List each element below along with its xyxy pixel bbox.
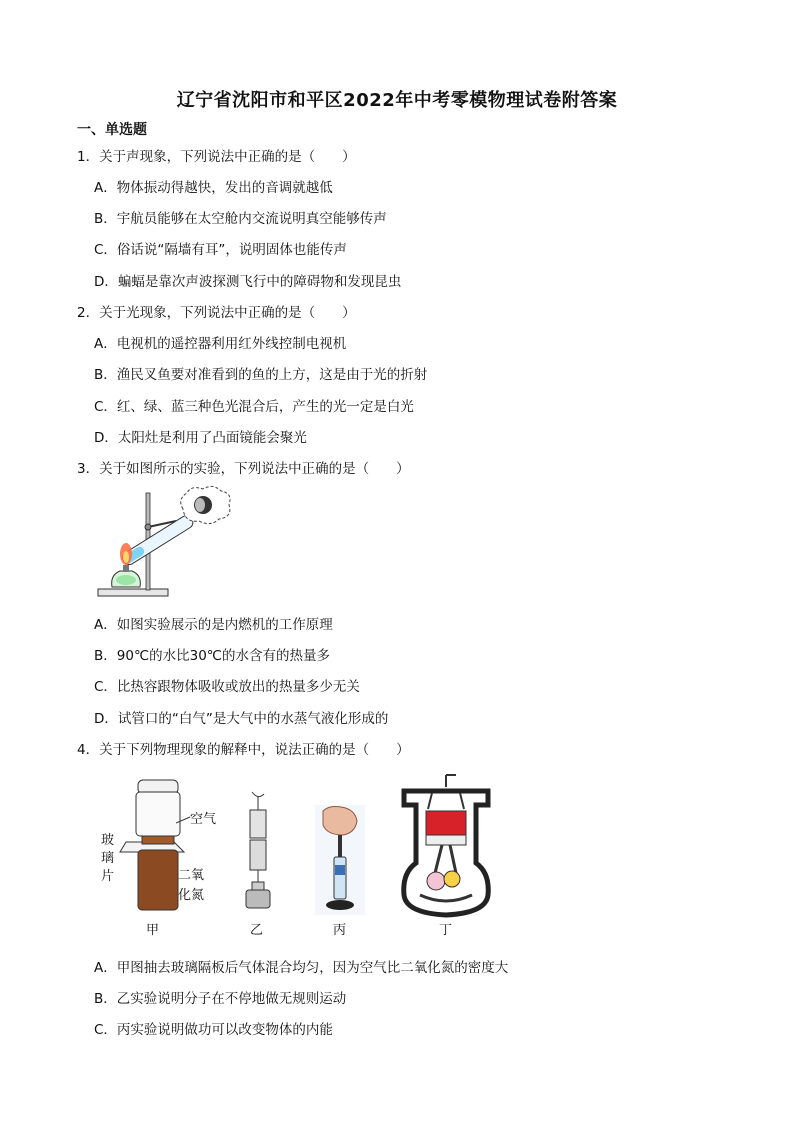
question-4-stem: 4．关于下列物理现象的解释中，说法正确的是（ ） bbox=[77, 742, 410, 758]
question-2-option-d: D．太阳灶是利用了凸面镜能会聚光 bbox=[94, 430, 307, 446]
question-1-option-b: B．宇航员能够在太空舱内交流说明真空能够传声 bbox=[94, 211, 387, 227]
question-3-stem: 3．关于如图所示的实验，下列说法中正确的是（ ） bbox=[77, 461, 410, 477]
no2-label-2: 化氮 bbox=[178, 888, 205, 903]
question-4-option-a: A．甲图抽去玻璃隔板后气体混合均匀，因为空气比二氧化氮的密度大 bbox=[94, 960, 509, 976]
question-2-option-a: A．电视机的遥控器利用红外线控制电视机 bbox=[94, 336, 347, 352]
question-2-option-c: C．红、绿、蓝三种色光混合后，产生的光一定是白光 bbox=[94, 399, 414, 415]
page-title: 辽宁省沈阳市和平区2022年中考零模物理试卷附答案 bbox=[176, 90, 618, 111]
question-3-option-b: B．90℃的水比30℃的水含有的热量多 bbox=[94, 648, 330, 664]
question-4-option-c: C．丙实验说明做功可以改变物体的内能 bbox=[94, 1022, 333, 1038]
figure-caption-bing: 丙 bbox=[333, 923, 347, 938]
glass-plate-label-1: 玻 bbox=[101, 833, 115, 848]
fire-syringe-figure bbox=[315, 805, 365, 915]
white-steam-cloud-figure bbox=[175, 483, 235, 527]
question-3-option-a: A．如图实验展示的是内燃机的工作原理 bbox=[94, 617, 333, 633]
figure-caption-jia: 甲 bbox=[146, 923, 160, 938]
glass-plate-label-3: 片 bbox=[101, 869, 115, 884]
question-1-option-d: D．蝙蝠是靠次声波探测飞行中的障碍物和发现昆虫 bbox=[94, 274, 402, 290]
question-3-option-d: D．试管口的“白气”是大气中的水蒸气液化形成的 bbox=[94, 711, 389, 727]
question-3-option-c: C．比热容跟物体吸收或放出的热量多少无关 bbox=[94, 679, 360, 695]
question-1-option-a: A．物体振动得越快，发出的音调就越低 bbox=[94, 180, 333, 196]
section-heading: 一、单选题 bbox=[77, 122, 147, 138]
lead-cylinders-figure bbox=[238, 790, 274, 920]
air-label: 空气 bbox=[190, 812, 217, 827]
figure-caption-ding: 丁 bbox=[439, 923, 453, 938]
question-2-stem: 2．关于光现象，下列说法中正确的是（ ） bbox=[77, 305, 356, 321]
question-2-option-b: B．渔民叉鱼要对准看到的鱼的上方，这是由于光的折射 bbox=[94, 367, 428, 383]
glass-plate-label-2: 璃 bbox=[101, 851, 115, 866]
figure-caption-yi: 乙 bbox=[250, 923, 264, 938]
question-1-stem: 1．关于声现象，下列说法中正确的是（ ） bbox=[77, 149, 356, 165]
engine-cylinder-figure bbox=[398, 773, 494, 918]
no2-label-1: 二氧 bbox=[178, 868, 205, 883]
question-1-option-c: C．俗话说“隔墙有耳”，说明固体也能传声 bbox=[94, 242, 347, 258]
question-4-option-b: B．乙实验说明分子在不停地做无规则运动 bbox=[94, 991, 347, 1007]
